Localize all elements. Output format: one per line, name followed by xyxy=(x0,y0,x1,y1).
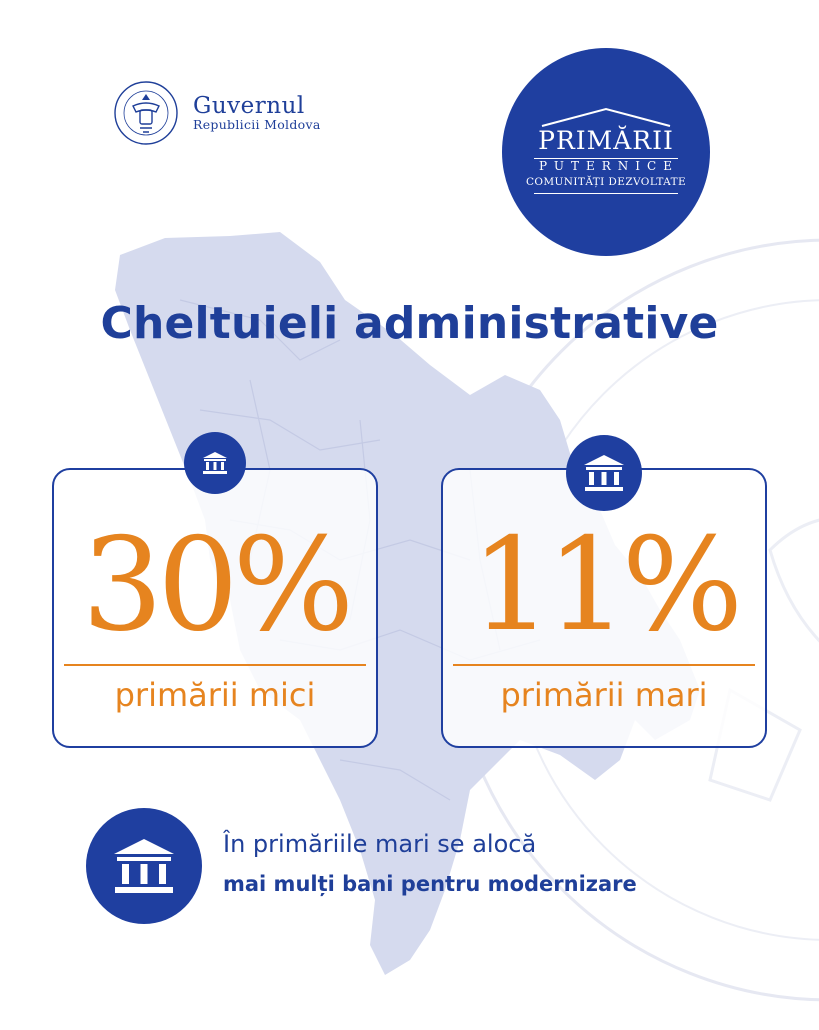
government-seal-icon xyxy=(113,80,179,146)
town-hall-icon xyxy=(111,836,177,896)
stat-label: primării mici xyxy=(114,676,316,714)
stat-card-large xyxy=(441,468,767,748)
page-title: Cheltuieli administrative xyxy=(100,298,719,349)
brand-divider-bottom xyxy=(534,193,678,194)
brand-tagline: COMUNITĂȚI DEZVOLTATE xyxy=(525,176,687,188)
stat-card-small xyxy=(52,468,378,748)
town-hall-icon xyxy=(582,453,626,493)
government-subtitle: Republicii Moldova xyxy=(193,117,321,132)
stat-value: 11% xyxy=(470,511,738,660)
stat-label: primării mari xyxy=(500,676,708,714)
stat-badge xyxy=(566,435,642,511)
roof-icon xyxy=(538,106,674,128)
brand-subtitle: PUTERNICE xyxy=(539,159,679,173)
note-badge xyxy=(86,808,202,924)
stat-value: 30% xyxy=(81,511,349,660)
government-logo xyxy=(113,80,321,146)
town-hall-icon xyxy=(202,451,228,475)
government-name: Guvernul xyxy=(193,93,305,119)
stat-badge xyxy=(184,432,246,494)
note-text: În primăriile mari se alocă xyxy=(223,830,537,858)
campaign-logo xyxy=(502,48,710,256)
brand-title: PRIMĂRII xyxy=(538,126,674,155)
stat-divider xyxy=(453,664,755,666)
stat-divider xyxy=(64,664,366,666)
note-highlight: mai mulți bani pentru modernizare xyxy=(223,872,637,896)
